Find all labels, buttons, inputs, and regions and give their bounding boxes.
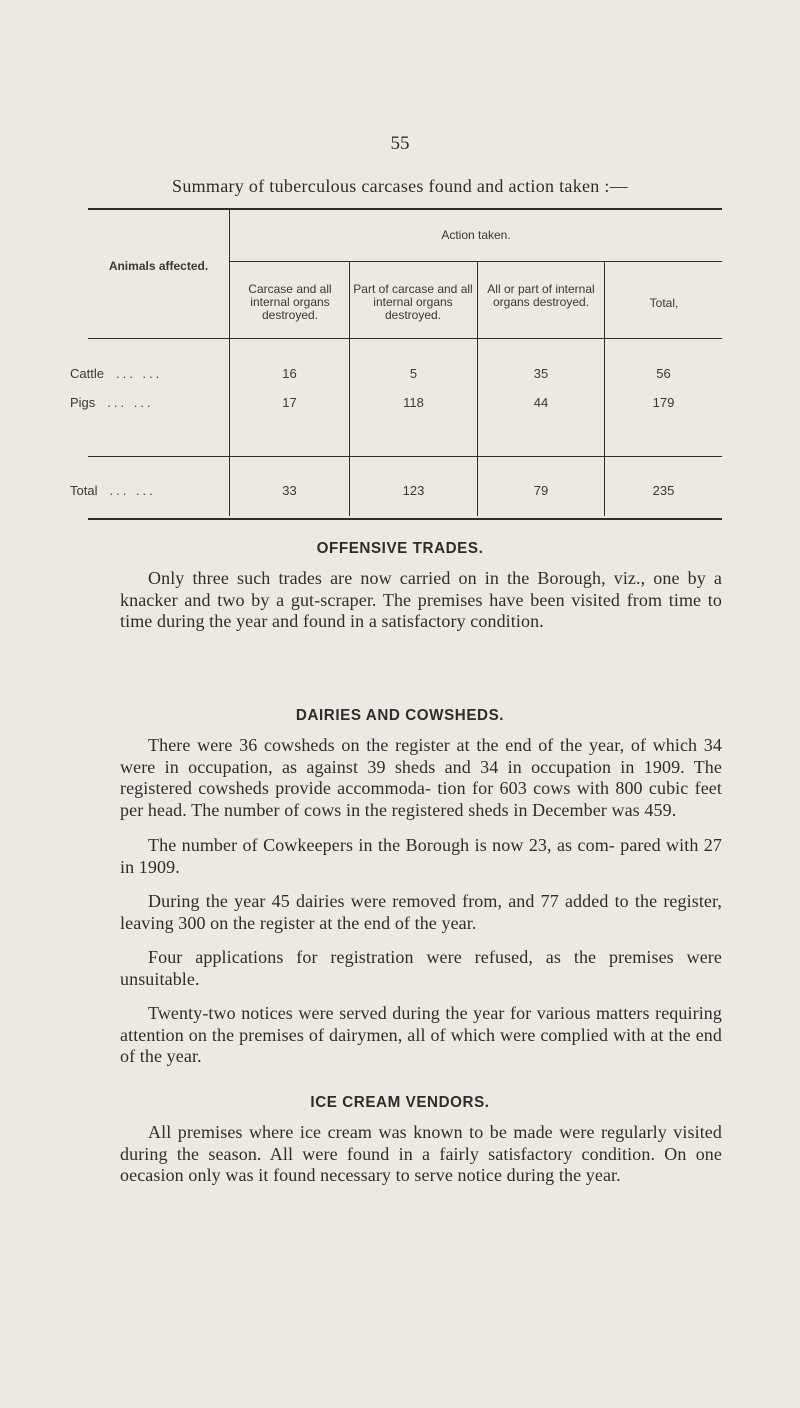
column-header: Total, — [649, 296, 679, 310]
paragraph: The number of Cowkeepers in the Borough is now 23, as com- pared with 27 in 1909. — [120, 835, 722, 877]
section-heading-ice-cream-vendors: ICE CREAM VENDORS. — [310, 1094, 490, 1111]
group-header-rule — [230, 261, 722, 262]
page-number: 55 — [390, 133, 410, 154]
column-header: Carcase and all internal organs destroyed. — [248, 282, 332, 322]
total-label — [70, 484, 225, 497]
table-caption: Summary of tuberculous carcases found and action taken :— — [172, 176, 628, 196]
leader-dots: ... ... — [109, 483, 156, 498]
paragraph: Only three such trades are now carried on in the Borough, viz., one by a knacker and two by a gut-scraper. The premises have been visited from time to time during the year and found in a satisfactory condition. — [120, 568, 722, 631]
table-cell: 44 — [533, 395, 549, 410]
table-cell: 17 — [282, 395, 297, 410]
row-header: Animals affected. — [108, 259, 209, 273]
table-cell: 35 — [533, 366, 549, 381]
table-divider — [349, 262, 350, 516]
table-divider — [604, 262, 605, 516]
table-divider — [477, 262, 478, 516]
table-cell: 118 — [403, 395, 424, 410]
row-label — [70, 367, 225, 380]
row-label-text: Pigs — [70, 395, 96, 410]
table-top-rule — [88, 208, 722, 210]
table-cell: 56 — [656, 366, 671, 381]
tuberculous-carcases-table — [70, 208, 722, 522]
total-cell: 79 — [533, 483, 549, 498]
leader-dots: ... ... — [107, 395, 154, 410]
group-header: Action taken. — [441, 228, 511, 242]
paragraph: All premises where ice cream was known to be made were regularly visited during the season. All were found in a fairly satisfactory condition. On one oecasion only was it found necessary to serve notice during the year. — [120, 1122, 722, 1185]
section-heading-offensive-trades: OFFENSIVE TRADES. — [316, 540, 484, 557]
row-label-text: Cattle — [70, 366, 104, 381]
table-bottom-rule — [88, 518, 722, 520]
total-cell: 33 — [282, 483, 297, 498]
paragraph: There were 36 cowsheds on the register at the end of the year, of which 34 were in occupation, as against 39 sheds and 34 in occupation in 1909. The registered cowsheds provide accommoda- tion for 603 cows with 800 cubic feet per head. The number of cows in the registered sheds in December was 459. — [120, 735, 722, 820]
total-label-text: Total — [70, 483, 98, 498]
paragraph: Twenty-two notices were served during the year for various matters requiring attention on the premises of dairymen, all of which were complied with at the end of the year. — [120, 1003, 722, 1066]
table-cell: 179 — [652, 395, 675, 410]
table-cell: 5 — [409, 366, 418, 381]
header-rule — [88, 338, 722, 339]
paragraph: Four applications for registration were refused, as the premises were unsuitable. — [120, 947, 722, 989]
row-label — [70, 396, 225, 409]
section-heading-dairies-and-cowsheds: DAIRIES AND COWSHEDS. — [295, 707, 505, 724]
paragraph: During the year 45 dairies were removed from, and 77 added to the register, leaving 300 on the register at the end of the year. — [120, 891, 722, 933]
leader-dots: ... ... — [115, 366, 163, 381]
table-cell: 16 — [282, 366, 297, 381]
table-divider — [229, 210, 230, 516]
column-header: Part of carcase and all internal organs destroyed. — [353, 282, 473, 322]
total-rule — [88, 456, 722, 457]
total-cell: 235 — [652, 483, 675, 498]
column-header: All or part of internal organs destroyed. — [487, 282, 595, 309]
total-cell: 123 — [402, 483, 425, 498]
